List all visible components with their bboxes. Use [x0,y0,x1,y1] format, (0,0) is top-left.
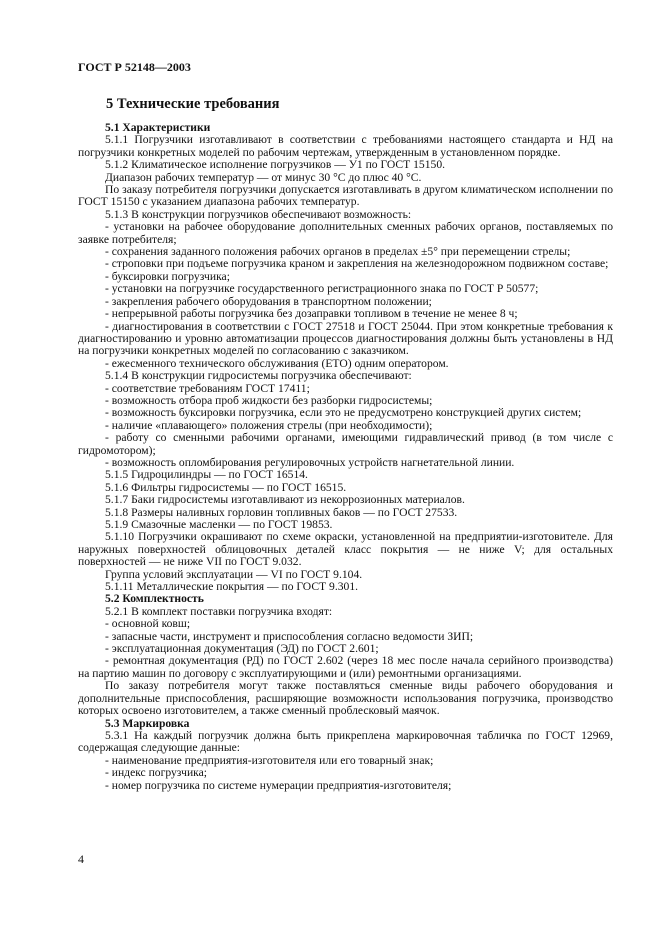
subsection-heading: 5.2 Комплектность [105,592,204,606]
paragraph: - установки на рабочее оборудование дополнительных сменных рабочих органов, поставляемых по заявке потребителя; [78,220,613,246]
paragraph: - ежесменного технического обслуживания (ЕТО) одним оператором. [105,356,449,370]
paragraph: - строповки при подъеме погрузчика краном и закрепления на железнодорожном подвижном составе; [105,257,609,271]
paragraph: - запасные части, инструмент и приспособления согласно ведомости ЗИП; [105,629,474,643]
paragraph: 5.1.6 Фильтры гидросистемы — по ГОСТ 16515. [105,480,347,494]
paragraph: - ремонтная документация (РД) по ГОСТ 2.602 (через 18 мес после начала серийного производства) на партию машин по договору с эксплуатирующими и (или) ремонтными организациями. [78,654,613,680]
paragraph: 5.1.4 В конструкции гидросистемы погрузчика обеспечивают: [105,369,412,383]
section-title: 5 Технические требования [106,96,280,112]
subsection-heading: 5.3 Маркировка [105,716,190,730]
paragraph: - индекс погрузчика; [105,766,208,780]
paragraph: 5.1.9 Смазочные масленки — по ГОСТ 19853. [105,518,333,531]
document-header: ГОСТ Р 52148—2003 [78,60,191,74]
paragraph: - номер погрузчика по системе нумерации предприятия-изготовителя; [105,778,452,792]
subsection-heading: 5.1 Характеристики [105,121,211,134]
paragraph: - работу со сменными рабочими органами, имеющими гидравлический привод (в том числе с гидромотором); [78,431,613,457]
paragraph: - установки на погрузчике государственного регистрационного знака по ГОСТ Р 50577; [105,282,539,296]
paragraph: 5.1.1 Погрузчики изготавливают в соответствии с требованиями настоящего стандарта и НД на погрузчики конкретных моделей по рабочим чертежам, утвержденным в установленном порядке. [78,133,613,159]
paragraph: - возможность буксировки погрузчика, если это не предусмотрено конструкцией других систем; [105,406,582,420]
paragraph: По заказу потребителя могут также поставляться сменные виды рабочего оборудования и дополнительные приспособления, расширяющие возможности использования погрузчика, производство которых освоено изготовителем, а также сменный проблесковый маячок. [78,679,613,718]
paragraph: - буксировки погрузчика; [105,269,230,283]
paragraph: - соответствие требованиям ГОСТ 17411; [105,381,310,395]
paragraph: 5.1.3 В конструкции погрузчиков обеспечивают возможность: [105,207,412,221]
paragraph: - непрерывной работы погрузчика без дозаправки топливом в течение не менее 8 ч; [105,307,518,321]
paragraph: 5.1.8 Размеры наливных горловин топливных баков — по ГОСТ 27533. [105,505,458,519]
paragraph: - закрепления рабочего оборудования в транспортном положении; [105,294,432,308]
paragraph: По заказу потребителя погрузчики допускается изготавливать в другом климатическом исполнении по ГОСТ 15150 с указанием диапазона рабочих температур. [78,183,613,209]
paragraph: - возможность отбора проб жидкости без разборки гидросистемы; [105,393,433,407]
paragraph: - основной ковш; [105,617,191,631]
paragraph: - возможность опломбирования регулировочных устройств нагнетательной линии. [105,455,515,469]
paragraph: Диапазон рабочих температур — от минус 30 °С до плюс 40 °С. [105,170,422,184]
document-body [78,122,613,792]
paragraph: 5.3.1 На каждый погрузчик должна быть прикреплена маркировочная табличка по ГОСТ 12969, содержащая следующие данные: [78,728,613,755]
paragraph: 5.1.10 Погрузчики окрашивают по схеме окраски, установленной на предприятии-изготовителе. Для наружных поверхностей облицовочных деталей класс покрытия — не ниже V; для остальных поверхностей — не ниже VII по ГОСТ 9.032. [78,530,613,569]
paragraph: 5.1.11 Металлические покрытия — по ГОСТ 9.301. [105,580,359,594]
paragraph: 5.1.5 Гидроцилиндры — по ГОСТ 16514. [105,468,308,482]
paragraph: - диагностирования в соответствии с ГОСТ 27518 и ГОСТ 25044. При этом конкретные требования к диагностированию и уровню автоматизации процессов диагностирования должны быть установлены в НД на погрузчики конкретных моделей по согласованию с заказчиком. [78,319,613,358]
paragraph: 5.1.7 Баки гидросистемы изготавливают из некоррозионных материалов. [105,493,465,507]
paragraph: - эксплуатационная документация (ЭД) по ГОСТ 2.601; [105,642,379,656]
paragraph: - сохранения заданного положения рабочих органов в пределах ±5° при перемещении стрелы; [105,245,571,259]
page-number: 4 [78,852,84,866]
paragraph: - наименование предприятия-изготовителя или его товарный знак; [105,753,434,767]
paragraph: - наличие «плавающего» положения стрелы (при необходимости); [105,418,433,432]
paragraph: 5.2.1 В комплект поставки погрузчика входят: [105,604,333,618]
paragraph: Группа условий эксплуатации — VI по ГОСТ 9.104. [105,567,363,581]
paragraph: 5.1.2 Климатическое исполнение погрузчиков — У1 по ГОСТ 15150. [105,158,446,172]
